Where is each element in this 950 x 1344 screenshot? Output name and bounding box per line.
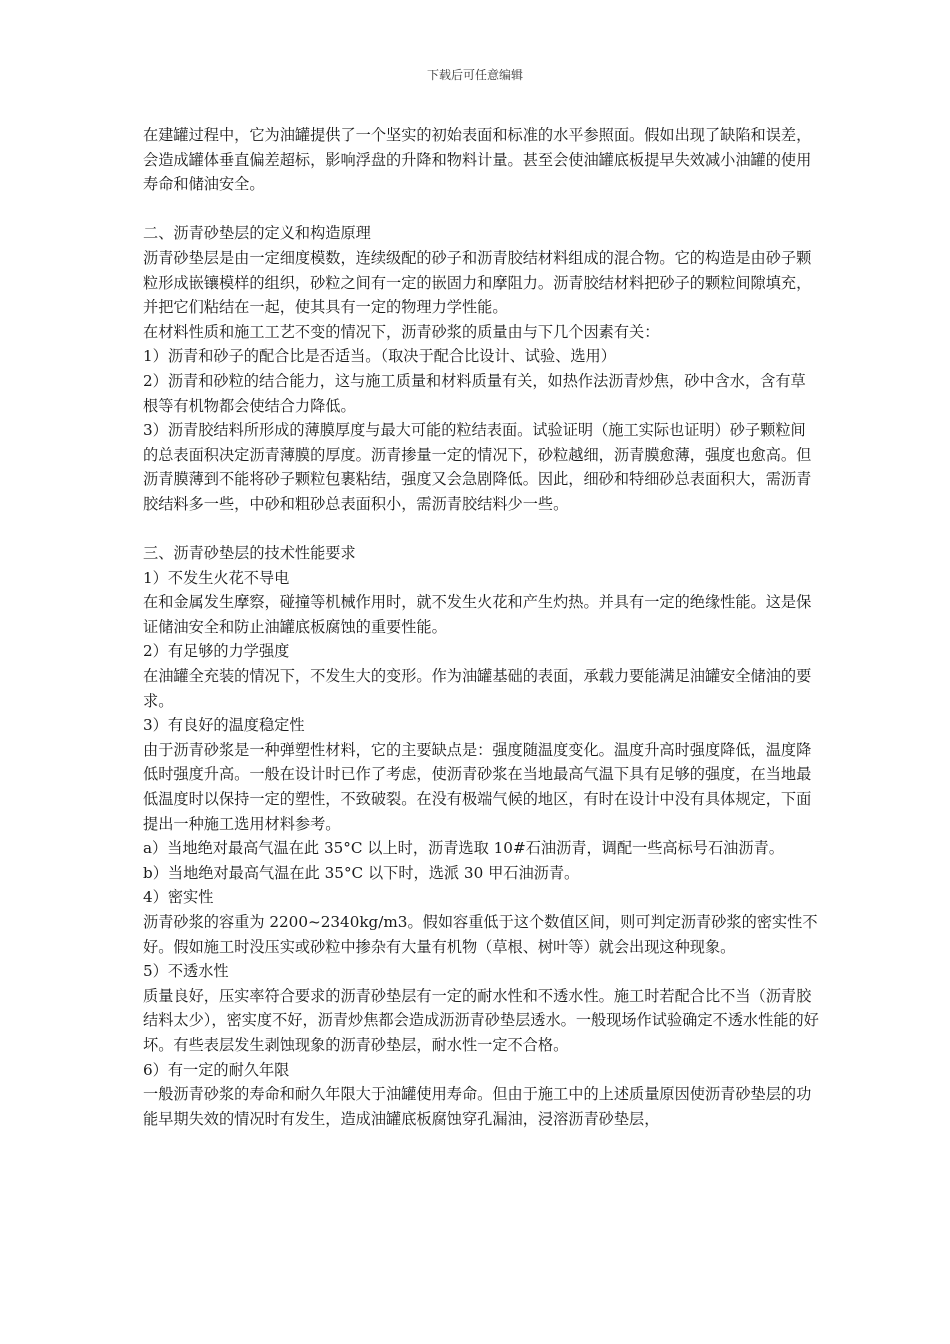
requirement-title: 1）不发生火花不导电 [143,568,290,587]
requirement-text: 由于沥青砂浆是一种弹塑性材料，它的主要缺点是：强度随温度变化。温度升高时强度降低，温度降低时强度升高。一般在设计时已作了考虑，使沥青砂浆在当地最高气温下具有足够的强度，在当地最低温度时以保持一定的塑性，不致破裂。在没有极端气候的地区，有时在设计中没有具体规定，下面提出一种施工选用材料参考。 [143,740,812,833]
requirement-text: 在和金属发生摩察，碰撞等机械作用时，就不发生火花和产生灼热。并具有一定的绝缘性能。这是保证储油安全和防止油罐底板腐蚀的重要性能。 [143,593,812,636]
paragraph-gap [143,517,819,542]
factor-item: 1）沥青和砂子的配合比是否适当。（取决于配合比设计、试验、选用） [143,347,616,366]
requirement-title: 5）不透水性 [143,962,229,981]
section-3-title: 三、沥青砂垫层的技术性能要求 [143,544,356,563]
requirement-title: 2）有足够的力学强度 [143,642,290,661]
factor-item: 3）沥青胶结料所形成的薄膜厚度与最大可能的粒结表面。试验证明（施工实际也证明）砂子颗粒间的总表面积决定沥青薄膜的厚度。沥青掺量一定的情况下，砂粒越细，沥青膜愈薄，强度也愈高。但沥青膜薄到不能将砂子颗粒包裹粘结，强度又会急剧降低。因此，细砂和特细砂总表面积大，需沥青胶结料多一些，中砂和粗砂总表面积小，需沥青胶结料少一些。 [143,421,812,513]
requirement-title: 6）有一定的耐久年限 [143,1060,290,1079]
requirement-title: 3）有良好的温度稳定性 [143,716,305,735]
section-2-title: 二、沥青砂垫层的定义和构造原理 [143,224,371,243]
intro-paragraph: 在建罐过程中，它为油罐提供了一个坚实的初始表面和标准的水平参照面。假如出现了缺陷和误差，会造成罐体垂直偏差超标，影响浮盘的升降和物料计量。甚至会使油罐底板提早失效减小油罐的使用寿命和储油安全。 [143,126,812,194]
document-body [143,123,819,1131]
section-2-paragraph: 沥青砂垫层是由一定细度模数，连续级配的砂子和沥青胶结材料组成的混合物。它的构造是由砂子颗粒形成嵌镶模样的组织，砂粒之间有一定的嵌固力和摩阻力。沥青胶结材料把砂子的颗粒间隙填充，并把它们粘结在一起，使其具有一定的物理力学性能。 [143,248,812,317]
requirement-subitem: b）当地绝对最高气温在此 35°C 以下时，选派 30 甲石油沥青。 [143,863,580,882]
requirement-subitem: a）当地绝对最高气温在此 35°C 以上时，沥青选取 10#石油沥青，调配一些高标号石油沥青。 [143,839,784,858]
requirement-text: 一般沥青砂浆的寿命和耐久年限大于油罐使用寿命。但由于施工中的上述质量原因使沥青砂垫层的功能早期失效的情况时有发生，造成油罐底板腐蚀穿孔漏油，浸溶沥青砂垫层， [143,1085,812,1128]
factor-item: 2）沥青和砂粒的结合能力，这与施工质量和材料质量有关，如热作法沥青炒焦，砂中含水，含有草根等有机物都会使结合力降低。 [143,371,806,415]
paragraph-gap [143,197,819,222]
requirement-title: 4）密实性 [143,888,214,907]
page-header: 下载后可任意编辑 [426,68,523,82]
requirement-text: 质量良好，压实率符合要求的沥青砂垫层有一定的耐水性和不透水性。施工时若配合比不当（沥青胶结料太少），密实度不好，沥青炒焦都会造成沥沥青砂垫层透水。一般现场作试验确定不透水性能的好坏。有些表层发生剥蚀现象的沥青砂垫层，耐水性一定不合格。 [143,986,819,1054]
requirement-text: 沥青砂浆的容重为 2200~2340kg/m3。假如容重低于这个数值区间，则可判定沥青砂浆的密实性不好。假如施工时没压实或砂粒中掺杂有大量有机物（草根、树叶等）就会出现这种现象。 [143,913,818,956]
section-2-paragraph: 在材料性质和施工工艺不变的情况下，沥青砂浆的质量由与下几个因素有关： [143,322,660,341]
requirement-text: 在油罐全充装的情况下，不发生大的变形。作为油罐基础的表面，承载力要能满足油罐安全储油的要求。 [143,667,812,710]
